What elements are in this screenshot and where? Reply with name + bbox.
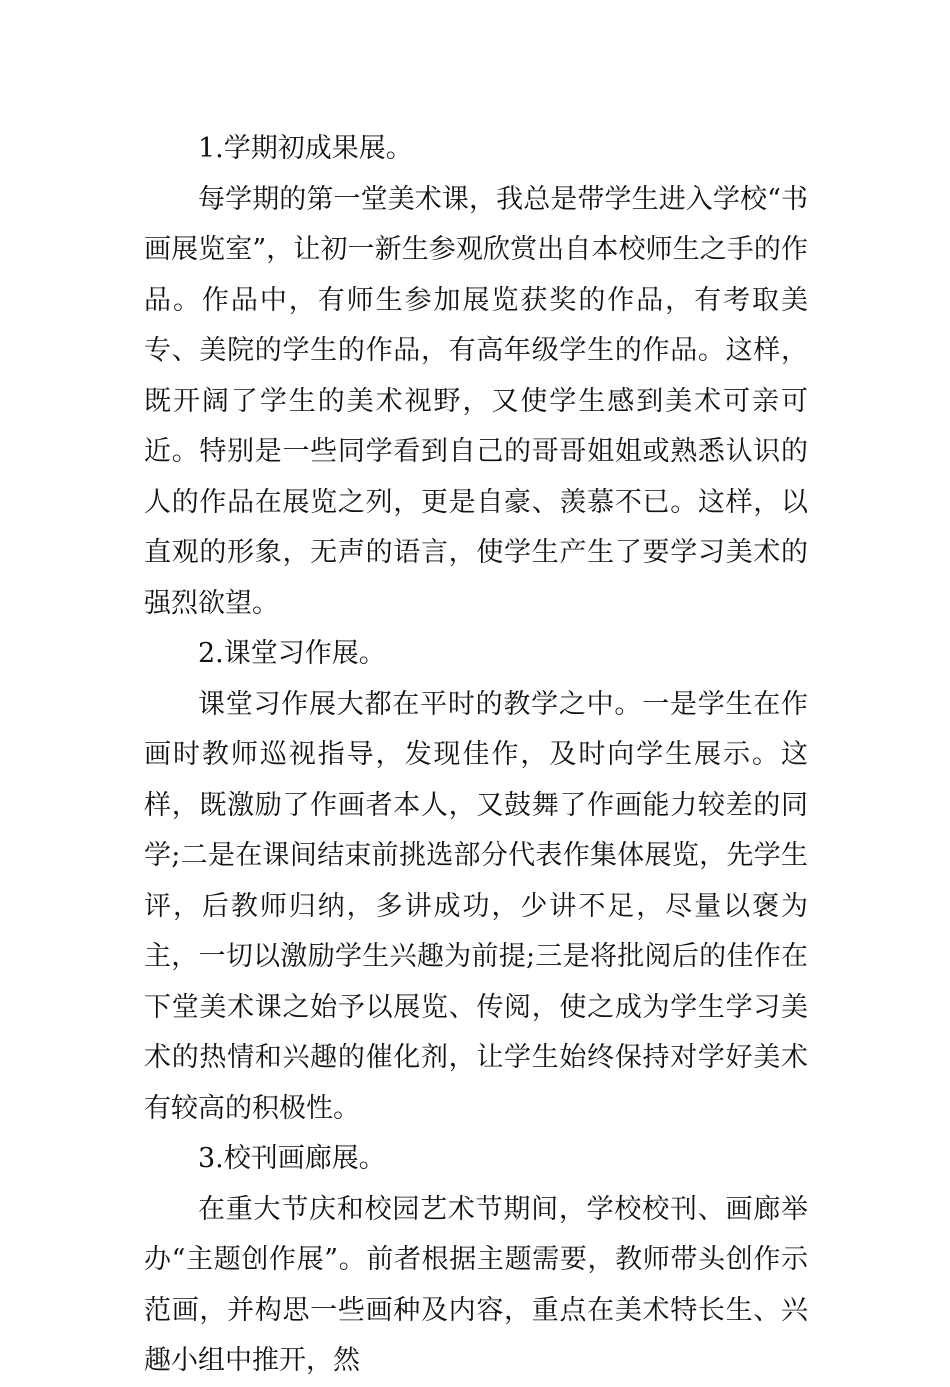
section-paragraph-1: 每学期的第一堂美术课，我总是带学生进入学校“书画展览室”，让初一新生参观欣赏出自本校师生之手的作品。作品中，有师生参加展览获奖的作品，有考取美专、美院的学生的作品，有高年级学生的作品。这样，既开阔了学生的美术视野，又使学生感到美术可亲可近。特别是一些同学看到自己的哥哥姐姐或熟悉认识的人的作品在展览之列，更是自豪、羡慕不已。这样，以直观的形象，无声的语言，使学生产生了要学习美术的强烈欲望。: [144, 183, 808, 619]
document-body: [144, 124, 808, 1387]
section-heading-3: 3.校刊画廊展。: [198, 1143, 386, 1174]
section-heading-2: 2.课堂习作展。: [198, 638, 386, 669]
section-paragraph-2: 课堂习作展大都在平时的教学之中。一是学生在作画时教师巡视指导，发现佳作，及时向学生展示。这样，既激励了作画者本人，又鼓舞了作画能力较差的同学;二是在课间结束前挑选部分代表作集体展览，先学生评，后教师归纳，多讲成功，少讲不足，尽量以褒为主，一切以激励学生兴趣为前提;三是将批阅后的佳作在下堂美术课之始予以展览、传阅，使之成为学生学习美术的热情和兴趣的催化剂，让学生始终保持对学好美术有较高的积极性。: [144, 688, 808, 1124]
section-paragraph-3: 在重大节庆和校园艺术节期间，学校校刊、画廊举办“主题创作展”。前者根据主题需要，教师带头创作示范画，并构思一些画种及内容，重点在美术特长生、兴趣小组中推开，然: [144, 1193, 808, 1376]
section-heading-1: 1.学期初成果展。: [198, 133, 413, 164]
